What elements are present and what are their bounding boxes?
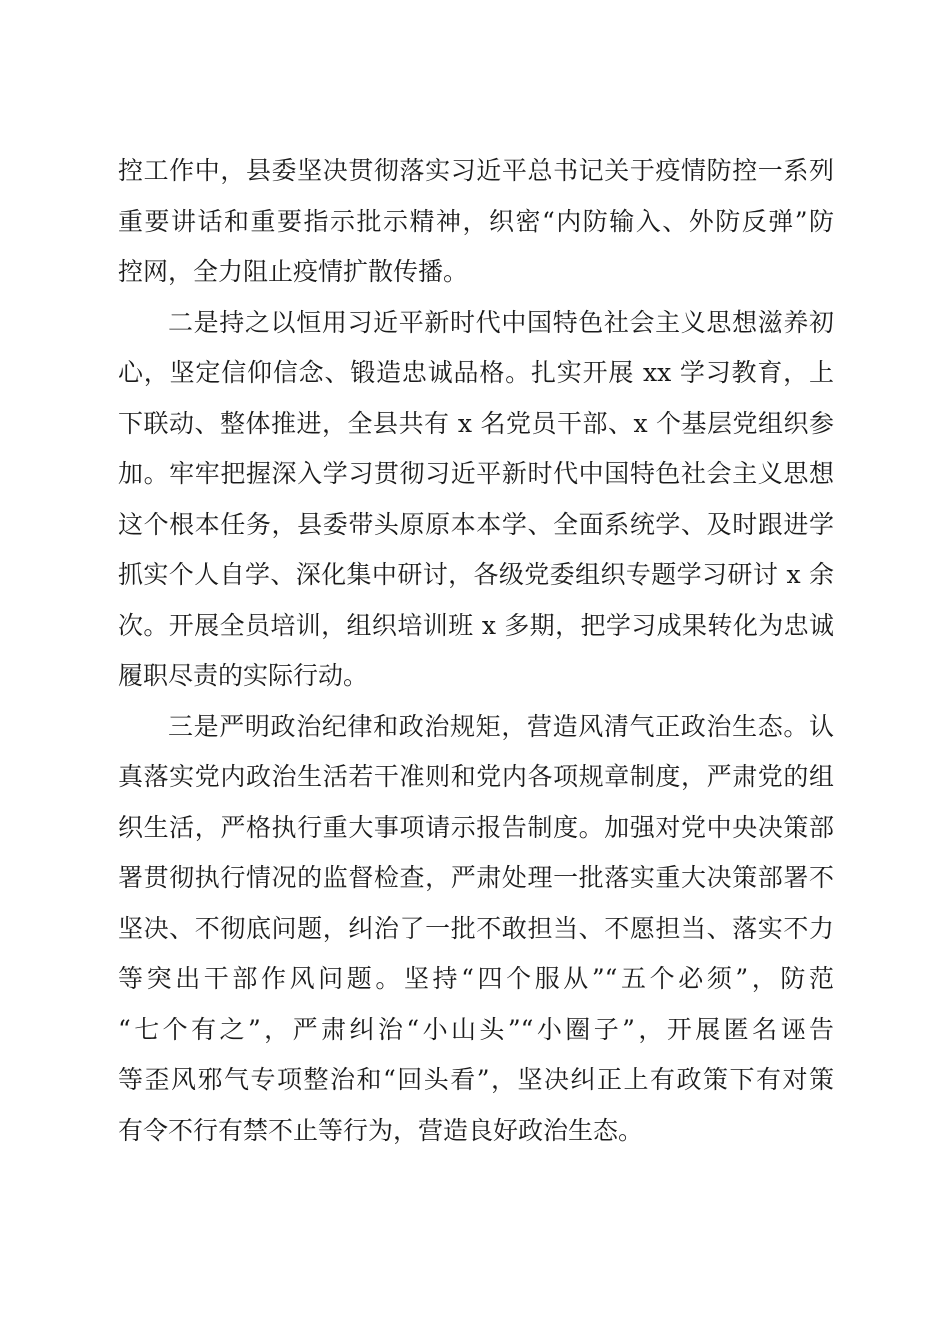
text-line: 控工作中，县委坚决贯彻落实习近平总书记关于疫情防控一系列 [118, 156, 834, 185]
text-line: 织生活，严格执行重大事项请示报告制度。加强对党中央决策部 [118, 812, 834, 842]
text-line: 重要讲话和重要指示批示精神，织密“内防输入、外防反弹”防 [118, 206, 834, 236]
text-line: 等突出干部作风问题。坚持“四个服从”“五个必须”，防范 [118, 964, 834, 993]
text-line: 抓实个人自学、深化集中研讨，各级党委组织专题学习研讨 x 余 [118, 560, 834, 589]
text-line: 署贯彻执行情况的监督检查，严肃处理一批落实重大决策部署不 [118, 863, 834, 892]
text-line: 次。开展全员培训，组织培训班 x 多期，把学习成果转化为忠诚 [118, 610, 834, 640]
text-line: “七个有之”，严肃纠治“小山头”“小圈子”，开展匿名诬告 [118, 1014, 834, 1044]
text-line: 这个根本任务，县委带头原原本本学、全面系统学、及时跟进学 [118, 509, 834, 539]
text-line: 三是严明政治纪律和政治规矩，营造风清气正政治生态。认 [168, 711, 834, 741]
text-line: 二是持之以恒用习近平新时代中国特色社会主义思想滋养初 [168, 307, 834, 337]
text-line: 控网，全力阻止疫情扩散传播。 [118, 257, 469, 286]
text-line: 履职尽责的实际行动。 [118, 661, 369, 690]
text-line: 坚决、不彻底问题，纠治了一批不敢担当、不愿担当、落实不力 [118, 913, 834, 943]
text-line: 心，坚定信仰信念、锻造忠诚品格。扎实开展 xx 学习教育，上 [118, 358, 834, 387]
paragraph-point-three [118, 702, 834, 1157]
paragraph-point-two [118, 298, 834, 702]
text-line: 加。牢牢把握深入学习贯彻习近平新时代中国特色社会主义思想 [118, 459, 834, 488]
text-line: 真落实党内政治生活若干准则和党内各项规章制度，严肃党的组 [118, 762, 834, 791]
text-line: 下联动、整体推进，全县共有 x 名党员干部、x 个基层党组织参 [118, 408, 834, 438]
document-body [118, 146, 834, 1156]
paragraph-epidemic-control [118, 146, 834, 298]
text-line: 有令不行有禁不止等行为，营造良好政治生态。 [118, 1115, 644, 1145]
text-line: 等歪风邪气专项整治和“回头看”，坚决纠正上有政策下有对策 [118, 1065, 834, 1094]
